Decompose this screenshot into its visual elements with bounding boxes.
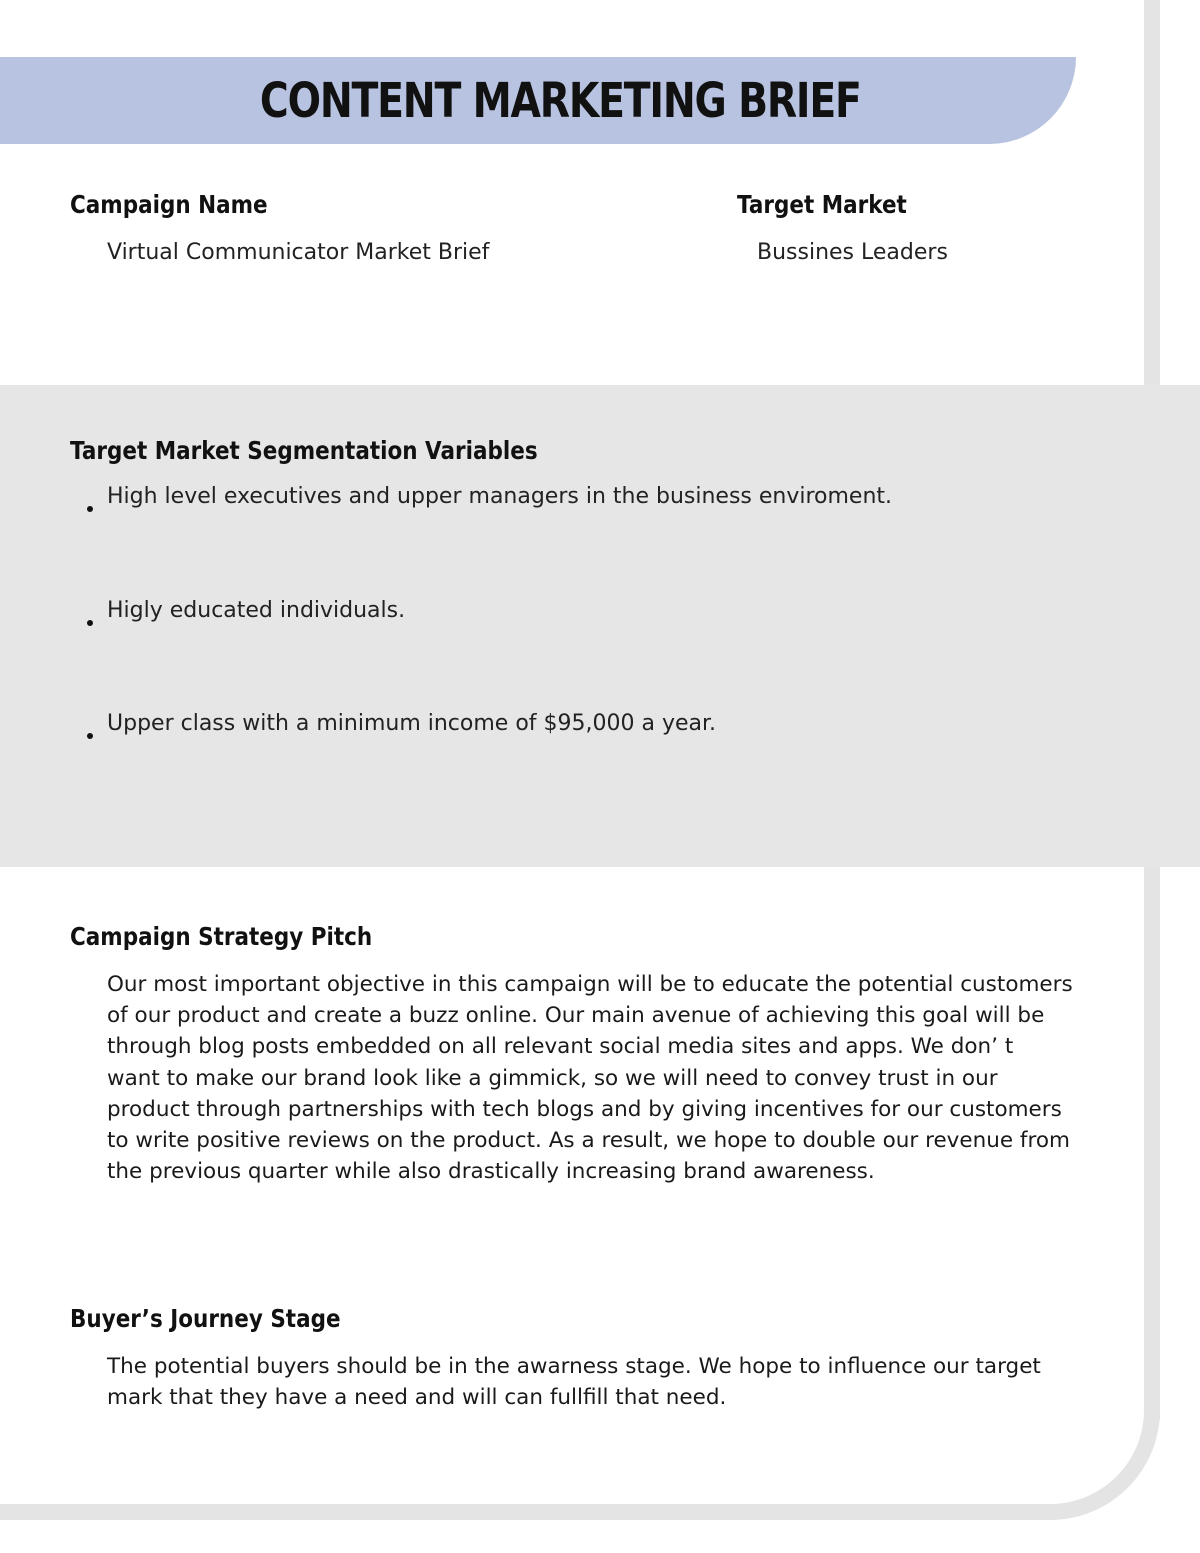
bullet-dot — [87, 733, 93, 739]
page-title: CONTENT MARKETING BRIEF — [260, 72, 861, 129]
segmentation-item: Higly educated individuals. — [107, 598, 406, 623]
strategy-heading: Campaign Strategy Pitch — [70, 922, 373, 951]
segmentation-item: High level executives and upper managers in the business enviroment. — [107, 484, 893, 509]
bullet-dot — [87, 506, 93, 512]
segmentation-item: Upper class with a minimum income of $95,000 a year. — [107, 711, 717, 736]
strategy-body: Our most important objective in this campaign will be to educate the potential customers of our product and create a buzz online. Our main avenue of achieving this goal will be through blog posts embedded on all relevant social media sites and apps. We don’ t want to make our brand look like a gimmick, so we will need to convey trust in our product through partnerships with tech blogs and by giving incentives for our customers to write positive reviews on the product. As a result, we hope to double our revenue from the previous quarter while also drastically increasing brand awareness. — [107, 972, 1073, 1185]
page-frame-bottom-border — [0, 1504, 1000, 1520]
title-banner — [0, 57, 1076, 144]
target-market-label: Target Market — [737, 190, 907, 219]
segmentation-heading: Target Market Segmentation Variables — [70, 436, 538, 465]
campaign-name-label: Campaign Name — [70, 190, 268, 219]
journey-heading: Buyer’s Journey Stage — [70, 1304, 341, 1333]
journey-body: The potential buyers should be in the awarness stage. We hope to influence our target mark that they have a need and will can fullfill that need. — [107, 1354, 1041, 1411]
target-market-value: Bussines Leaders — [757, 240, 948, 265]
page-frame-corner — [960, 1320, 1160, 1520]
campaign-name-value: Virtual Communicator Market Brief — [107, 240, 490, 265]
bullet-dot — [87, 620, 93, 626]
